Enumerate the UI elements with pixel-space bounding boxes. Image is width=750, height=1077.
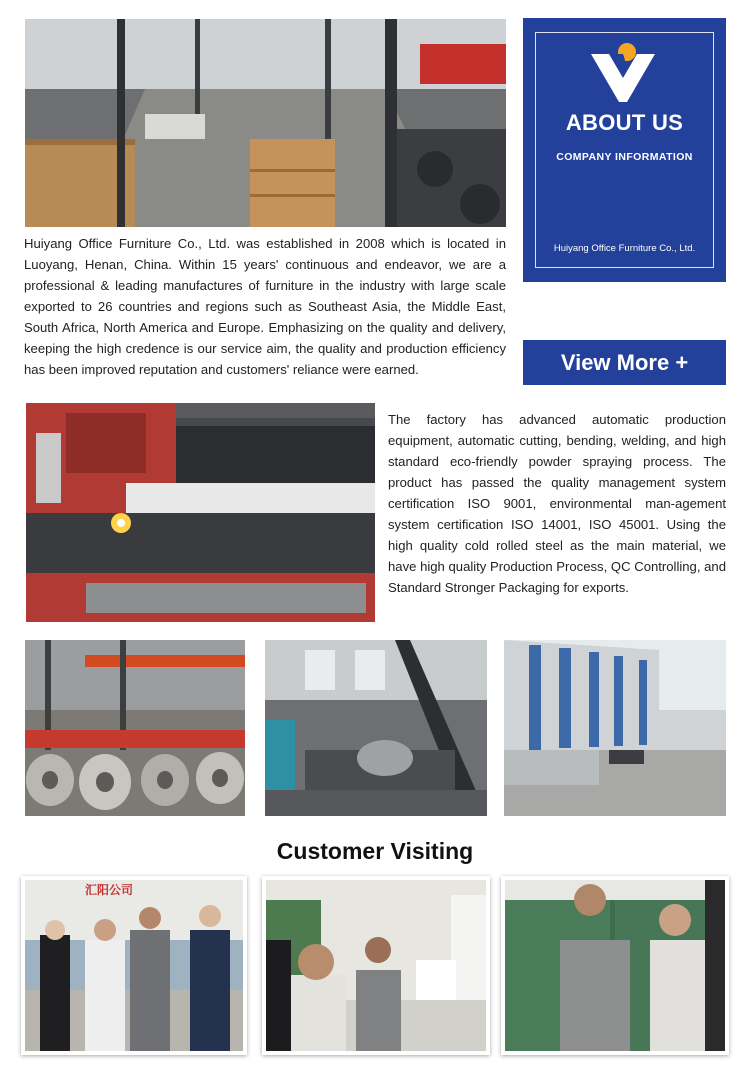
factory-sign-text: 汇阳公司 <box>85 883 134 897</box>
visit-photo-office <box>262 876 490 1055</box>
visit-photo-cabinet <box>501 876 729 1055</box>
visit-photo-group <box>21 876 247 1055</box>
steel-coils-photo <box>25 640 245 816</box>
about-us-card <box>523 18 726 282</box>
laser-cutting-photo <box>26 403 375 622</box>
intro-paragraph: Huiyang Office Furniture Co., Ltd. was established in 2008 which is located in Luoyang, Henan, China. Within 15 years' continuous and endeavor, we are a professional & leading manufactures of furniture in the industry with large scale exported to 26 countries and regions such as Southeast Asia, the Middle East, South Africa, North America and Europe. Emphasizing on the quality and delivery, keeping the high credence is our service aim, the quality and production efficiency has been improved reputation and customers' reliance were earned. <box>24 236 506 377</box>
factory-building-photo <box>504 640 726 816</box>
about-title: ABOUT US <box>565 110 684 135</box>
production-line-photo <box>265 640 487 816</box>
warehouse-photo <box>25 19 506 227</box>
about-subtitle: COMPANY INFORMATION <box>556 151 693 163</box>
company-logo-icon <box>587 42 659 106</box>
about-company-name: Huiyang Office Furniture Co., Ltd. <box>553 243 696 254</box>
factory-paragraph: The factory has advanced automatic production equipment, automatic cutting, bending, welding, and high standard eco-friendly powder spraying process. The product has passed the quality management system certification ISO 9001, environmental man-agement system certification ISO 14001, ISO 45001. Using the high quality cold rolled steel as the main material, we have high quality Production Process, QC Controlling, and Standard Stronger Packaging for exports. <box>388 412 726 595</box>
view-more-button[interactable]: View More + <box>523 340 726 385</box>
customer-visiting-heading: Customer Visiting <box>276 838 474 864</box>
